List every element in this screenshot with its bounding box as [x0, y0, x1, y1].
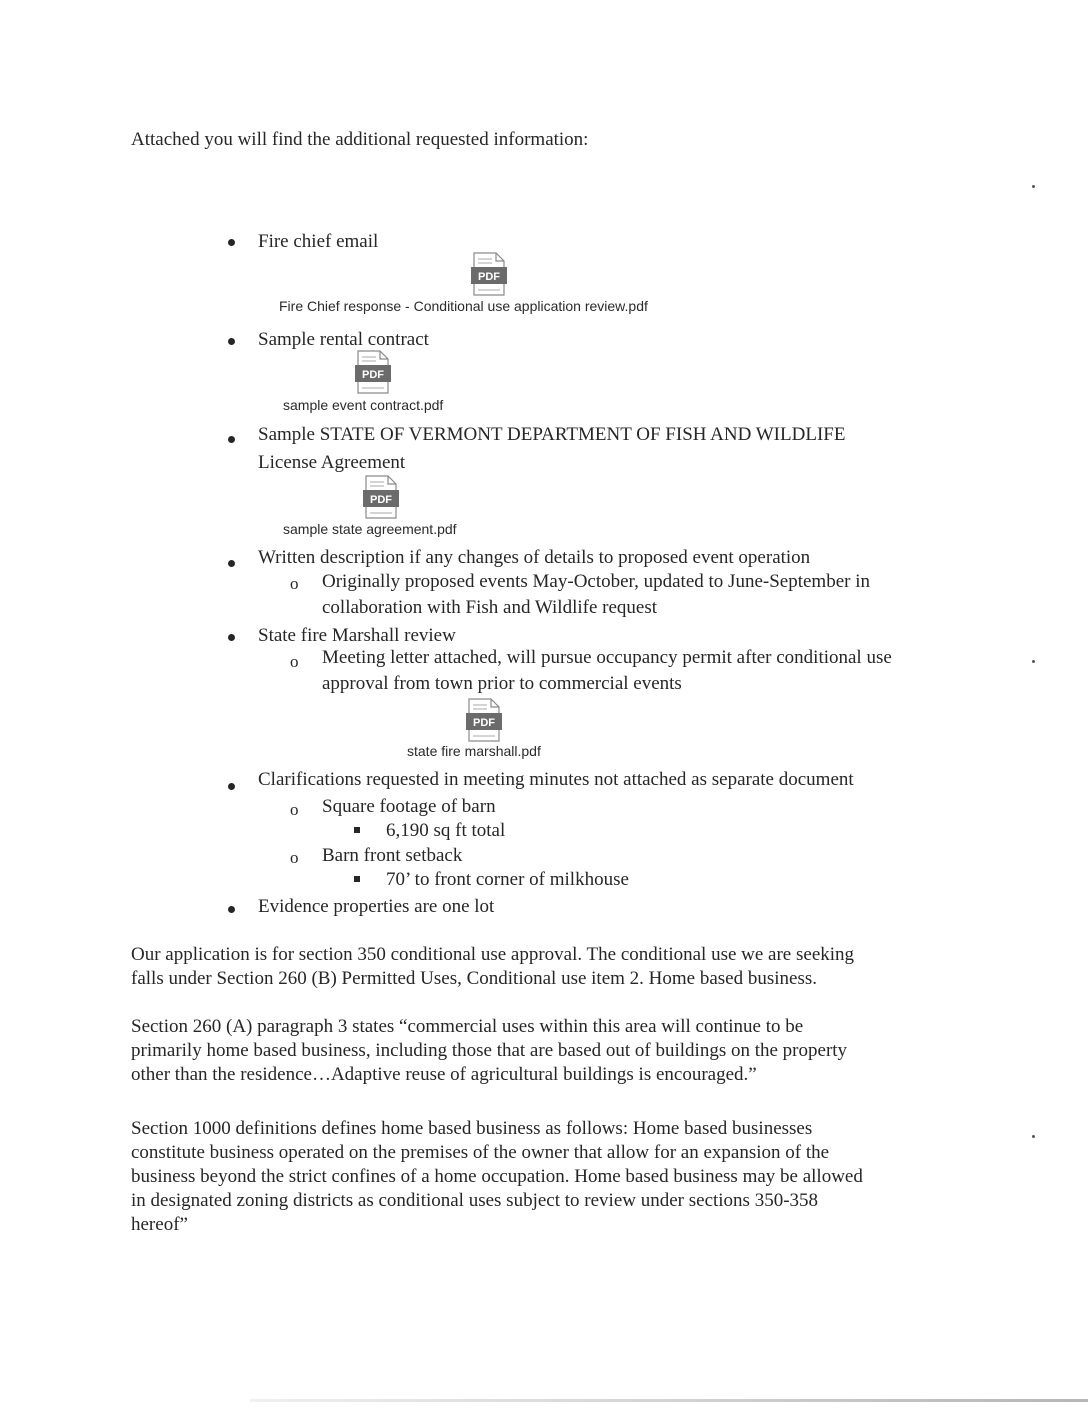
paragraph-line: Section 260 (A) paragraph 3 states “commercial uses within this area will continue to be	[131, 1016, 804, 1037]
item-setback: Barn front setback	[322, 845, 463, 866]
item-fire-marshall-sub-line1: Meeting letter attached, will pursue occupancy permit after conditional use	[322, 647, 892, 668]
paragraph-line: other than the residence…Adaptive reuse of agricultural buildings is encouraged.”	[131, 1064, 757, 1085]
pdf-file-icon[interactable]	[354, 350, 392, 394]
paragraph-section-260	[131, 1015, 961, 1087]
bullet-dot	[228, 239, 235, 246]
svg-text:PDF: PDF	[362, 369, 384, 381]
attachment-rental-contract[interactable]: sample event contract.pdf	[283, 397, 444, 413]
scan-speck	[1032, 660, 1035, 663]
paragraph-line: business beyond the strict confines of a home occupation. Home based business may be allowed	[131, 1166, 863, 1187]
intro-text: Attached you will find the additional requested information:	[131, 129, 589, 150]
item-rental-contract-label: Sample rental contract	[258, 329, 429, 350]
item-square-footage: Square footage of barn	[322, 796, 496, 817]
paragraph-line: Section 1000 definitions defines home based business as follows: Home based businesses	[131, 1118, 813, 1139]
sub-bullet-circle: o	[290, 574, 299, 593]
sub-sub-bullet-square	[354, 827, 360, 833]
pdf-file-icon[interactable]	[470, 252, 508, 296]
scan-speck	[1032, 1135, 1035, 1138]
sub-bullet-circle: o	[290, 652, 299, 671]
paragraph-line: in designated zoning districts as conditional uses subject to review under sections 350-358	[131, 1190, 819, 1211]
svg-text:PDF: PDF	[478, 271, 500, 283]
svg-text:PDF: PDF	[370, 494, 392, 506]
sub-bullet-circle: o	[290, 848, 299, 867]
item-setback-value: 70’ to front corner of milkhouse	[386, 869, 629, 890]
paragraph-section-1000	[131, 1117, 961, 1237]
attachment-state-agreement[interactable]: sample state agreement.pdf	[283, 521, 457, 537]
scan-speck	[1032, 185, 1035, 188]
paragraph-line: hereof”	[131, 1214, 188, 1235]
pdf-file-icon[interactable]	[362, 475, 400, 519]
scan-edge	[250, 1399, 1088, 1402]
item-square-footage-value: 6,190 sq ft total	[386, 820, 506, 841]
paragraph-line: Our application is for section 350 conditional use approval. The conditional use we are seeking	[131, 944, 855, 965]
item-state-agreement-label-line2: License Agreement	[258, 452, 406, 473]
item-fire-marshall-label: State fire Marshall review	[258, 625, 456, 646]
bullet-dot	[228, 338, 235, 345]
paragraph-line: constitute business operated on the premises of the owner that allow for an expansion of the	[131, 1142, 830, 1163]
sub-sub-bullet-square	[354, 876, 360, 882]
item-fire-marshall-sub-line2: approval from town prior to commercial events	[322, 673, 682, 694]
bullet-dot	[228, 560, 235, 567]
bullet-dot	[228, 783, 235, 790]
attachment-fire-chief[interactable]: Fire Chief response - Conditional use application review.pdf	[279, 298, 648, 314]
attachment-fire-marshall[interactable]: state fire marshall.pdf	[407, 743, 541, 759]
item-written-description-label: Written description if any changes of details to proposed event operation	[258, 547, 811, 568]
item-clarifications-label: Clarifications requested in meeting minutes not attached as separate document	[258, 769, 854, 790]
paragraph-line: falls under Section 260 (B) Permitted Uses, Conditional use item 2. Home based business.	[131, 968, 818, 989]
item-state-agreement-label-line1: Sample STATE OF VERMONT DEPARTMENT OF FISH AND WILDLIFE	[258, 424, 846, 445]
item-evidence-label: Evidence properties are one lot	[258, 896, 495, 917]
svg-text:PDF: PDF	[473, 717, 495, 729]
sub-bullet-circle: o	[290, 800, 299, 819]
bullet-dot	[228, 634, 235, 641]
bullet-dot	[228, 436, 235, 443]
pdf-file-icon[interactable]	[465, 698, 503, 742]
item-fire-chief-label: Fire chief email	[258, 231, 379, 252]
bullet-dot	[228, 906, 235, 913]
paragraph-line: primarily home based business, including those that are based out of buildings on the property	[131, 1040, 848, 1061]
item-written-description-sub-line2: collaboration with Fish and Wildlife request	[322, 597, 658, 618]
paragraph-application	[131, 943, 961, 991]
item-written-description-sub-line1: Originally proposed events May-October, updated to June-September in	[322, 571, 870, 592]
